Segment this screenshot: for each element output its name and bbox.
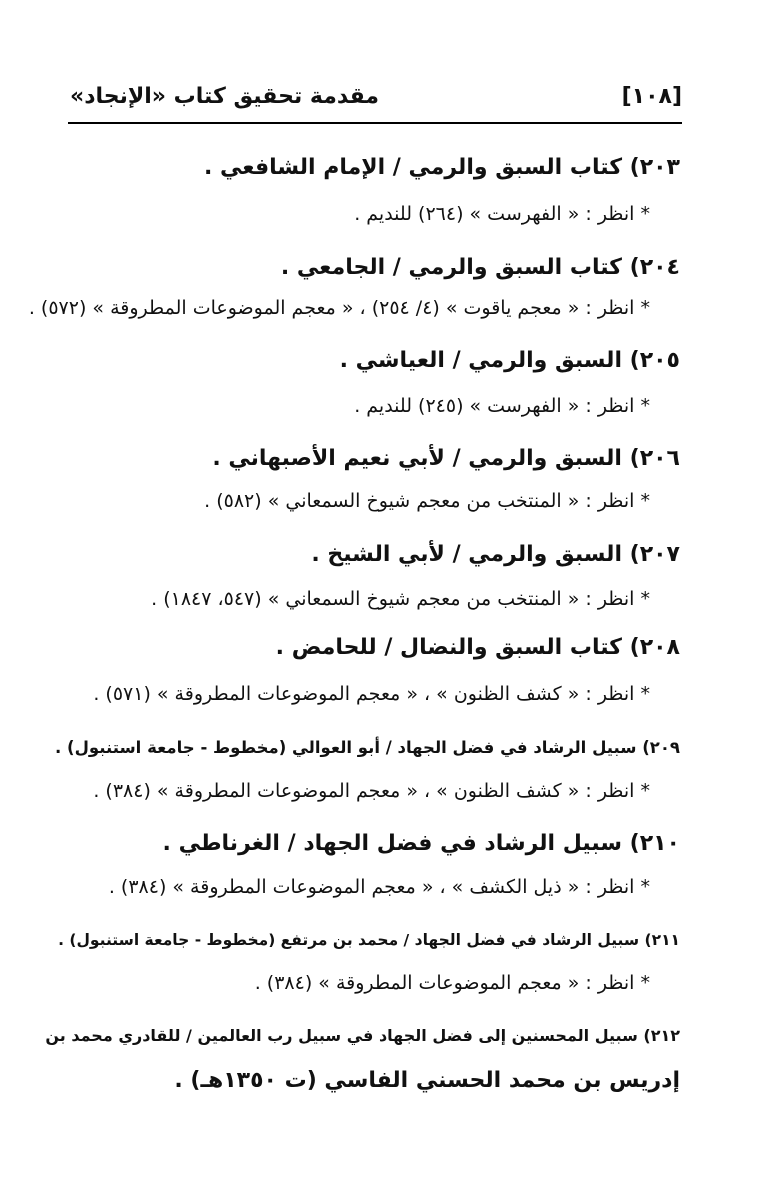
- entry-title: ٢٠٩) سبيل الرشاد في فضل الجهاد / أبو العوالي (مخطوط - جامعة استنبول) .: [55, 738, 680, 757]
- entry-title: ٢١٢) سبيل المحسنين إلى فضل الجهاد في سبيل رب العالمين / للقادري محمد بن: [45, 1026, 680, 1045]
- entry-title: ٢٠٥) السبق والرمي / العياشي .: [339, 348, 680, 373]
- entry-title: ٢١١) سبيل الرشاد في فضل الجهاد / محمد بن مرتفع (مخطوط - جامعة استنبول) .: [58, 931, 680, 949]
- entry-reference: * انظر : « ذيل الكشف » ، « معجم الموضوعات المطروقة » (٣٨٤) .: [108, 876, 650, 898]
- entry-reference: * انظر : « المنتخب من معجم شيوخ السمعاني » (٥٨٢) .: [204, 490, 650, 512]
- page-header: [70, 82, 682, 116]
- entry-title: ٢٠٧) السبق والرمي / لأبي الشيخ .: [311, 542, 680, 567]
- entry-title: ٢٠٣) كتاب السبق والرمي / الإمام الشافعي .: [204, 155, 680, 180]
- entry-reference: * انظر : « الفهرست » (٢٤٥) للنديم .: [354, 395, 650, 417]
- entry-title: ٢٠٤) كتاب السبق والرمي / الجامعي .: [280, 255, 680, 280]
- entry-reference: * انظر : « المنتخب من معجم شيوخ السمعاني » (٥٤٧، ١٨٤٧) .: [151, 588, 650, 610]
- entry-reference: * انظر : « الفهرست » (٢٦٤) للنديم .: [354, 203, 650, 225]
- entry-reference: * انظر : « معجم الموضوعات المطروقة » (٣٨٤) .: [254, 972, 650, 994]
- entry-title-continuation: إدريس بن محمد الحسني الفاسي (ت ١٣٥٠هـ) .: [174, 1068, 680, 1093]
- page-number: [١٠٨]: [621, 84, 682, 109]
- entry-title: ٢٠٦) السبق والرمي / لأبي نعيم الأصبهاني .: [212, 446, 680, 471]
- entry-reference: * انظر : « كشف الظنون » ، « معجم الموضوعات المطروقة » (٥٧١) .: [93, 683, 650, 705]
- running-title: مقدمة تحقيق كتاب «الإنجاد»: [70, 84, 380, 109]
- entry-title: ٢٠٨) كتاب السبق والنضال / للحامض .: [275, 635, 680, 660]
- entry-title: ٢١٠) سبيل الرشاد في فضل الجهاد / الغرناطي .: [162, 831, 680, 856]
- entry-reference: * انظر : « كشف الظنون » ، « معجم الموضوعات المطروقة » (٣٨٤) .: [93, 780, 650, 802]
- entry-reference: * انظر : « معجم ياقوت » (٤/ ٢٥٤) ، « معجم الموضوعات المطروقة » (٥٧٢) .: [28, 297, 650, 319]
- header-rule: [68, 122, 682, 124]
